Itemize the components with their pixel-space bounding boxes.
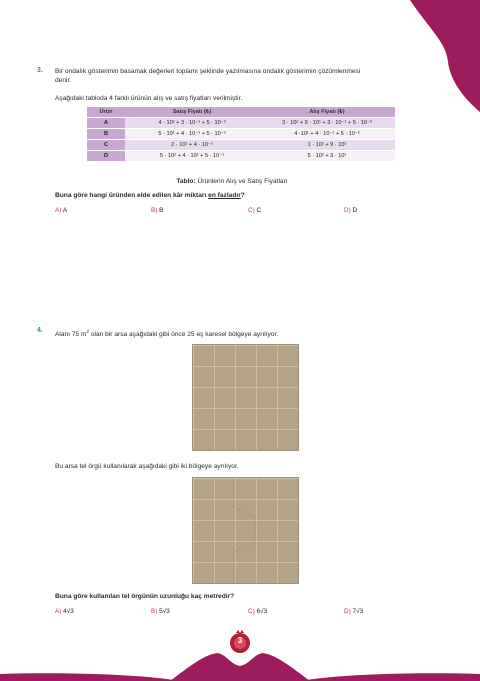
q3-option-b[interactable] (151, 207, 163, 214)
question-3-intro-line2: denir. (55, 77, 72, 84)
question-3-intro-line1: Bir ondalık gösterimin basamak değerleri toplamı şeklinde yazılmasına ondalık gösterimin çözümlenmesi (55, 68, 361, 75)
price-table (87, 107, 395, 162)
option-text: 4√3 (63, 608, 74, 615)
option-text: B (159, 207, 164, 214)
option-letter: A) (55, 608, 62, 615)
option-letter: D) (344, 207, 351, 214)
question-3-lead: Aşağıdaki tabloda 4 farklı ürünün alış ve satış fiyatları verilmiştir. (55, 95, 243, 102)
header-buy: Alış Fiyatı (₺) (259, 107, 395, 118)
q4-option-d[interactable] (344, 608, 363, 615)
row-product: D (87, 151, 125, 162)
question-3-intro (55, 67, 455, 85)
q4-option-b[interactable] (151, 608, 170, 615)
option-letter: B) (151, 608, 158, 615)
question-4-number: 4. (37, 327, 43, 334)
question-4-intro (55, 327, 278, 339)
option-letter: D) (344, 608, 351, 615)
page-number: 3 (237, 636, 243, 645)
table-row (87, 140, 395, 151)
table-row (87, 151, 395, 162)
question-4-intro-pre: Alanı 75 m (55, 331, 87, 339)
table-caption-text: Ürünlerin Alış ve Satış Fiyatları (197, 178, 288, 185)
row-sell: 5 · 10² + 4 · 10¹ + 5 · 10⁻¹ (125, 151, 259, 162)
q3-option-a[interactable] (55, 207, 67, 214)
question-4-intro-sup: 2 (86, 329, 90, 334)
table-caption (87, 177, 377, 186)
option-text: 6√3 (256, 608, 268, 615)
question-3-prompt-pre: Buna göre hangi üründen elde edilen kâr miktarı (55, 192, 209, 199)
table-row (87, 129, 395, 140)
question-4-intro-post: olan bir arsa aşağıdaki gibi önce 25 eş karesel bölgeye ayrılıyor. (89, 331, 279, 339)
q3-option-d[interactable] (344, 207, 357, 214)
question-3-prompt (55, 191, 245, 200)
header-sell: Satış Fiyatı (₺) (125, 107, 259, 118)
q4-option-c[interactable] (248, 608, 267, 615)
fence-path (234, 477, 255, 583)
corner-decoration (400, 0, 480, 112)
option-text: D (352, 207, 358, 214)
option-letter: C) (248, 608, 255, 615)
row-product: B (87, 129, 125, 140)
question-3-prompt-post: ? (240, 192, 245, 199)
row-sell: 2 · 10² + 4 · 10⁻¹ (125, 140, 259, 151)
price-table-wrapper (87, 107, 395, 162)
row-buy: 3 · 10² + 9 · 10¹ + 3 · 10⁻¹ + 5 · 10⁻² (259, 118, 395, 129)
question-3-number: 3. (37, 67, 43, 74)
q4-option-a[interactable] (55, 608, 74, 615)
row-product: C (87, 140, 125, 151)
row-buy: 4 ·10¹ + 4 · 10⁻¹ + 5 · 10⁻² (259, 129, 395, 140)
question-4-mid-text: Bu arsa tel örgü kullanılarak aşağıdaki gibi iki bölgeye ayrılıyor. (55, 463, 239, 470)
table-header-row (87, 107, 395, 118)
option-text: 7√3 (352, 608, 364, 615)
table-row (87, 118, 395, 129)
row-sell: 4 · 10² + 3 · 10⁻¹ + 5 · 10⁻² (125, 118, 259, 129)
option-letter: B) (151, 207, 158, 214)
header-product: Ürün (87, 107, 125, 118)
option-letter: C) (248, 207, 255, 214)
row-sell: 5 · 10¹ + 4 · 10⁻¹ + 5 · 10⁻² (125, 129, 259, 140)
land-grid-figure (192, 344, 299, 451)
option-text: 5√3 (159, 608, 170, 615)
question-3-prompt-emphasis: en fazladır (208, 192, 241, 199)
q3-option-c[interactable] (248, 207, 261, 214)
fence-lines (192, 477, 298, 583)
table-caption-label: Tablo: (176, 178, 196, 185)
option-letter: A) (55, 207, 62, 214)
row-product: A (87, 118, 125, 129)
row-buy: 5 · 10² + 3 · 10¹ (259, 151, 395, 162)
row-buy: 1 · 10² + 9 · 10¹ (259, 140, 395, 151)
question-4-prompt: Buna göre kullanılan tel örgünün uzunluğu kaç metredir? (55, 593, 235, 600)
option-text: C (256, 207, 262, 214)
option-text: A (62, 207, 68, 214)
